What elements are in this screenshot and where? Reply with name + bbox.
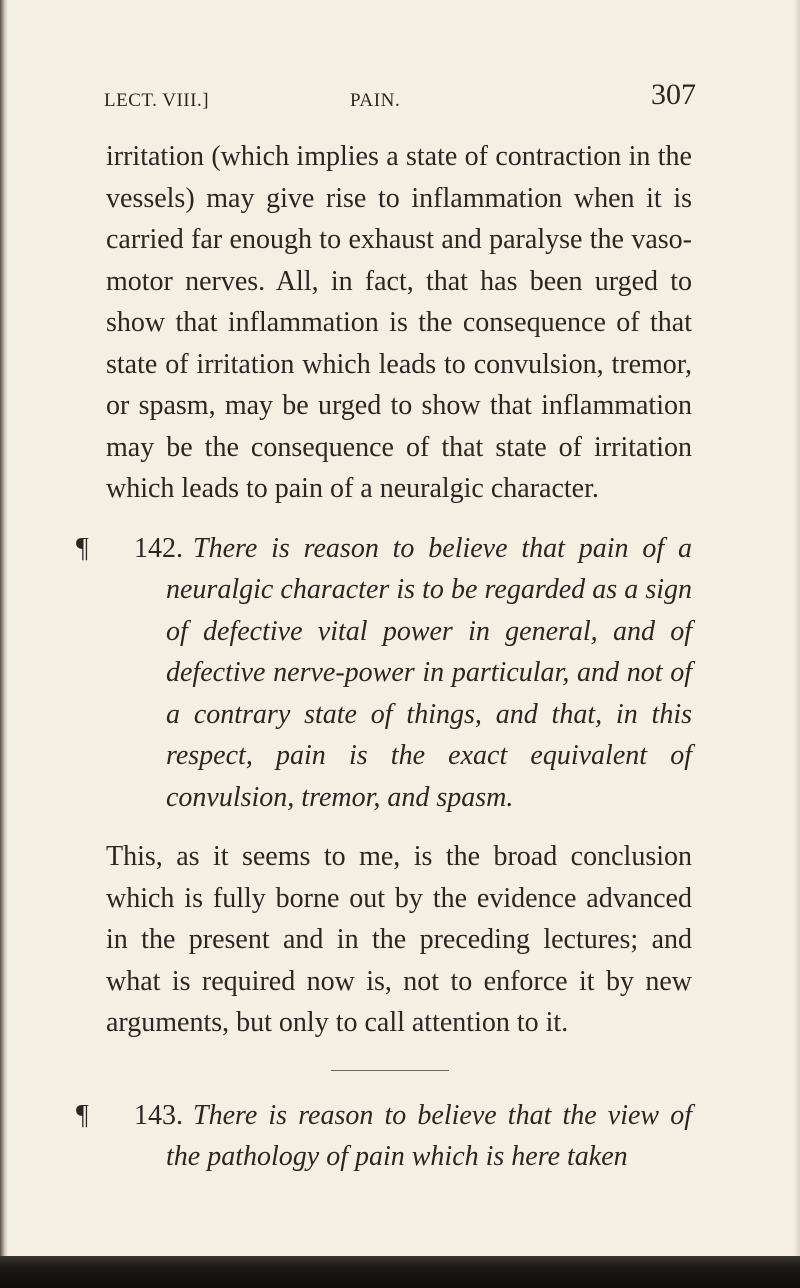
proposition-number: 143. <box>134 1099 183 1131</box>
proposition-143-block: ¶ 143. There is reason to believe that the view of the pathology of pain which is here taken <box>76 1099 692 1172</box>
running-head <box>104 78 696 118</box>
paragraph-conclusion: This, as it seems to me, is the broad conclusion which is fully borne out by the evidence advanced in the present and in the preceding lectures; and what is required now is, not to enforce it by new arguments, but only to call attention to it. <box>106 841 692 1038</box>
page-edge <box>794 0 800 1288</box>
scan-bottom-shadow <box>0 1256 800 1288</box>
page-gutter-shadow <box>0 0 8 1288</box>
proposition-text: There is reason to believe that the view of the pathology of pain which is here taken <box>166 1099 692 1172</box>
proposition-text: There is reason to believe that pain of a neuralgic character is to be regarded as a sign of defective vital power in general, and of defective nerve-power in particular, and not of a contrary state of things, and that, in this respect, pain is the exact equivalent of convulsion, tremor, and spasm. <box>166 532 692 813</box>
proposition-142-block: ¶ 142. There is reason to believe that pain of a neuralgic character is to be regarded as a sign of defective vital power in general, and of defective nerve-power in particular, and not of a contrary state of things, and that, in this respect, pain is the exact equivalent of convulsion, tremor, and spasm. <box>76 532 692 813</box>
proposition-143 <box>76 1095 692 1178</box>
page-number: 307 <box>651 78 696 111</box>
paragraph-continuation: irritation (which implies a state of contraction in the vessels) may give rise to inflammation when it is carried far enough to exhaust and paralyse the vaso-motor nerves. All, in fact, that has been urged to show that inflammation is the consequence of that state of irritation which leads to convulsion, tremor, or spasm, may be urged to show that inflammation may be the consequence of that state of irritation which leads to pain of a neuralgic character. <box>106 141 692 504</box>
proposition-142 <box>76 528 692 819</box>
body-text <box>76 136 692 1196</box>
proposition-number: 142. <box>134 532 183 564</box>
running-head-lecture: LECT. VIII.] <box>104 90 210 111</box>
section-rule <box>331 1070 449 1071</box>
running-head-title: PAIN. <box>350 90 401 111</box>
